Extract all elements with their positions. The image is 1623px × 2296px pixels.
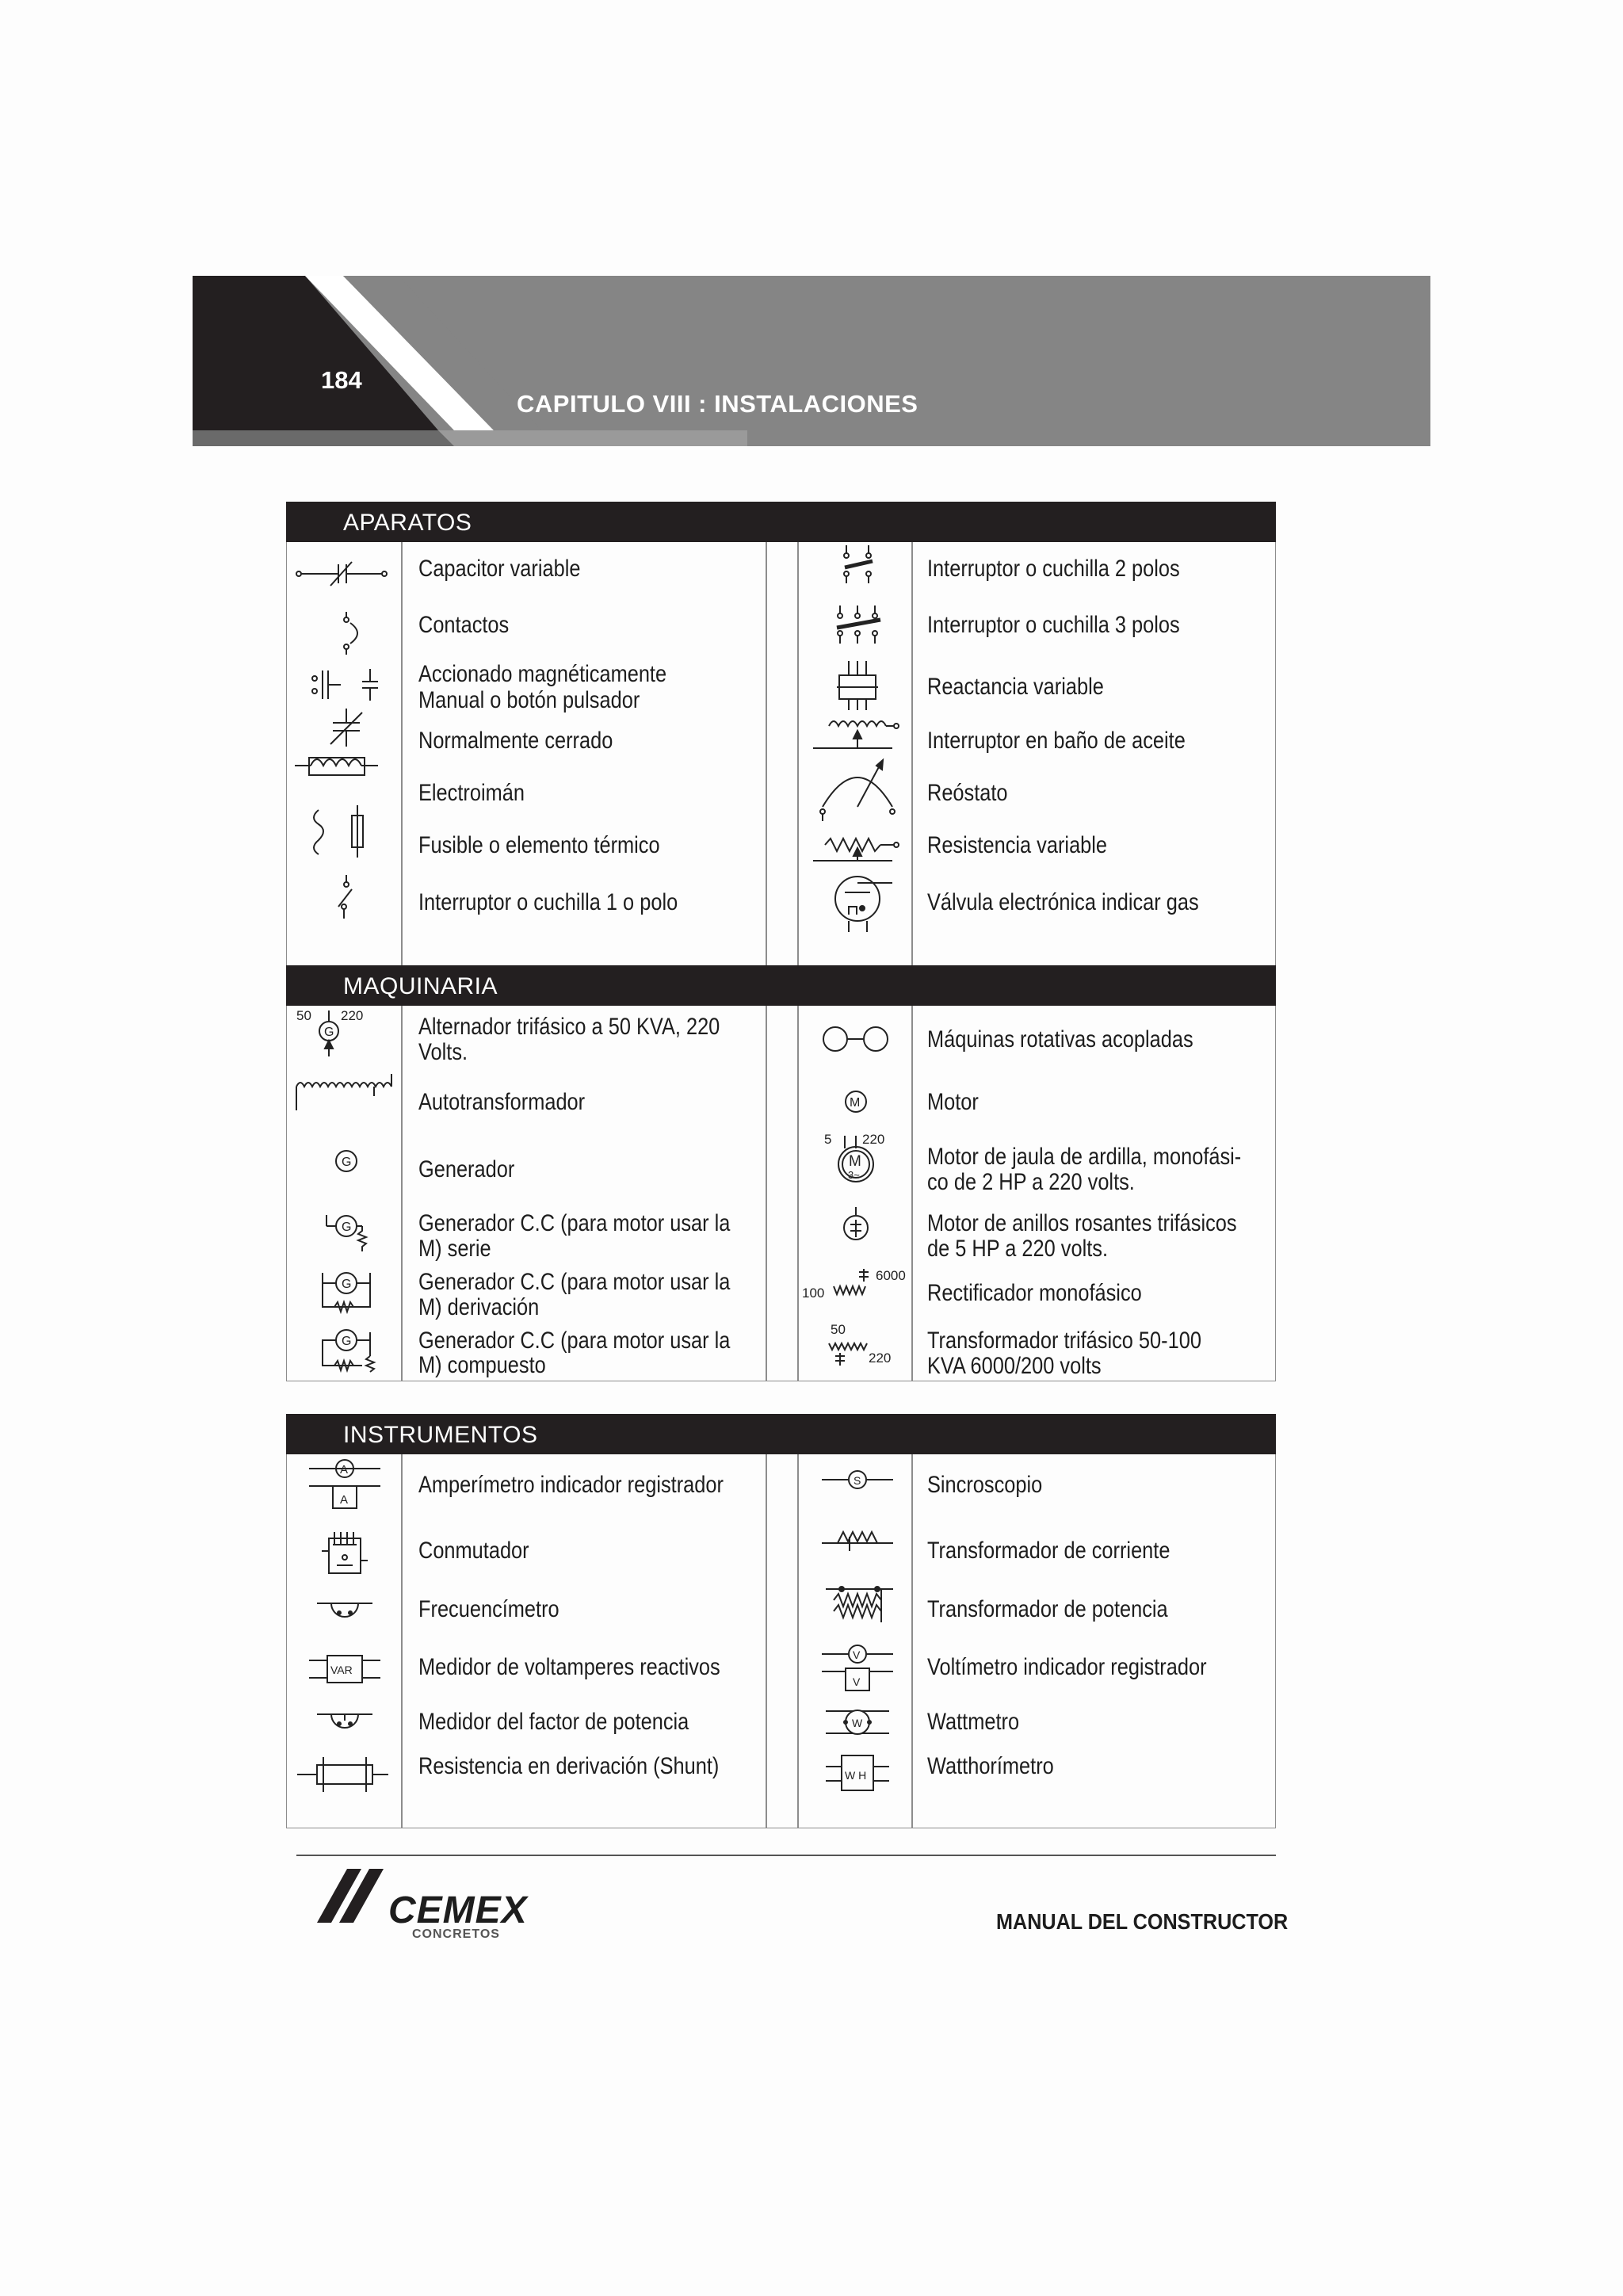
header-tab-graphic	[193, 276, 747, 446]
svg-text:G: G	[342, 1221, 352, 1234]
symbol-label: Resistencia en derivación (Shunt)	[418, 1753, 720, 1779]
magnetic-push-button-icon	[312, 669, 378, 701]
symbol-label: M) derivación	[418, 1294, 540, 1320]
maquinaria-left-symbols	[295, 1007, 398, 1380]
symbol-label: Manual o botón pulsador	[418, 687, 640, 713]
maquinaria-right-symbols	[800, 1007, 910, 1380]
rectifier-icon	[802, 1268, 906, 1301]
symbol-label: Motor de anillos rosantes trifásicos	[927, 1210, 1237, 1236]
symbol-label: Interruptor o cuchilla 2 polos	[927, 556, 1180, 582]
symbol-label: Sincroscopio	[927, 1472, 1043, 1498]
fuse-icon	[314, 805, 363, 858]
symbol-label: Motor de jaula de ardilla, monofási-	[927, 1144, 1242, 1170]
electromagnet-icon	[295, 758, 378, 775]
squirrel-cage-motor-icon	[824, 1132, 884, 1182]
symbol-label: Válvula electrónica indicar gas	[927, 889, 1199, 915]
watthour-meter-icon	[826, 1755, 889, 1790]
symbol-label: Medidor del factor de potencia	[418, 1709, 689, 1735]
variable-capacitor-icon	[296, 562, 387, 586]
oil-switch-icon	[813, 721, 899, 748]
symbol-label: Accionado magnéticamente	[418, 661, 667, 687]
svg-text:S: S	[854, 1474, 861, 1487]
footer-rule	[296, 1855, 1276, 1856]
svg-text:G: G	[342, 1278, 352, 1291]
symbol-label: M) serie	[418, 1236, 491, 1262]
symbol-label: Interruptor en baño de aceite	[927, 728, 1186, 754]
dc-series-generator-icon	[327, 1215, 366, 1251]
symbol-label: Transformador trifásico 50-100	[927, 1328, 1201, 1354]
svg-text:5: 5	[824, 1132, 832, 1147]
current-transformer-icon	[822, 1532, 893, 1551]
symbol-label: Conmutador	[418, 1538, 529, 1564]
svg-text:220: 220	[341, 1008, 364, 1023]
instrumentos-right-symbols	[802, 1456, 908, 1825]
cemex-logo-subtext: CONCRETOS	[412, 1927, 500, 1941]
symbol-label: Interruptor o cuchilla 3 polos	[927, 612, 1180, 638]
svg-text:G: G	[342, 1156, 352, 1169]
page-number: 184	[321, 366, 362, 394]
section-table	[286, 542, 1276, 972]
variable-reactance-icon	[837, 661, 878, 710]
power-factor-meter-icon	[317, 1714, 372, 1728]
chapter-title: CAPITULO VIII : INSTALACIONES	[517, 390, 918, 418]
symbol-label: Frecuencímetro	[418, 1596, 559, 1622]
aparatos-left-symbols	[295, 550, 395, 962]
two-pole-switch-icon	[844, 545, 873, 583]
symbol-label: co de 2 HP a 220 volts.	[927, 1169, 1135, 1195]
svg-text:G: G	[342, 1335, 352, 1348]
symbol-label: Reactancia variable	[927, 674, 1104, 700]
commutator-icon	[322, 1532, 368, 1573]
var-meter-icon	[309, 1656, 380, 1683]
symbol-label: Capacitor variable	[418, 556, 581, 582]
symbol-label: Medidor de voltamperes reactivos	[418, 1654, 720, 1680]
wattmeter-icon	[826, 1710, 889, 1734]
svg-text:VAR: VAR	[330, 1664, 353, 1676]
slip-ring-motor-icon	[844, 1207, 868, 1240]
section-title: MAQUINARIA	[286, 965, 1276, 1006]
symbol-label: Watthorímetro	[927, 1753, 1054, 1779]
section-maquinaria	[286, 965, 1276, 1381]
svg-text:G: G	[324, 1026, 334, 1039]
symbol-label: Transformador de potencia	[927, 1596, 1168, 1622]
symbol-label: Interruptor o cuchilla 1 o polo	[418, 889, 678, 915]
motor-icon	[846, 1091, 866, 1112]
svg-text:A: A	[340, 1493, 349, 1507]
three-phase-transformer-icon	[829, 1322, 891, 1366]
svg-text:M: M	[849, 1153, 861, 1170]
section-instrumentos	[286, 1414, 1276, 1828]
symbol-label: Amperímetro indicador registrador	[418, 1472, 724, 1498]
svg-text:220: 220	[862, 1132, 885, 1147]
symbol-label: Contactos	[418, 612, 510, 638]
svg-text:W: W	[852, 1717, 863, 1729]
dc-compound-generator-icon	[323, 1330, 374, 1372]
frequency-meter-icon	[317, 1603, 372, 1617]
symbol-label: Rectificador monofásico	[927, 1280, 1142, 1306]
section-table	[286, 1454, 1276, 1828]
symbol-label: Normalmente cerrado	[418, 728, 613, 754]
symbol-label: Generador C.C (para motor usar la	[418, 1269, 731, 1295]
synchroscope-icon	[822, 1471, 893, 1488]
gas-tube-icon	[835, 877, 892, 932]
section-aparatos	[286, 502, 1276, 972]
symbol-label: KVA 6000/200 volts	[927, 1353, 1102, 1379]
svg-text:A: A	[340, 1463, 349, 1477]
instrumentos-left-symbols	[293, 1456, 398, 1825]
symbol-label: Alternador trifásico a 50 KVA, 220	[418, 1014, 720, 1040]
autotransformer-icon	[296, 1074, 391, 1110]
rheostat-icon	[820, 760, 895, 821]
svg-text:100: 100	[802, 1286, 825, 1301]
ammeter-icon	[309, 1460, 380, 1508]
symbol-label: Wattmetro	[927, 1709, 1020, 1735]
cemex-logo-mark	[317, 1869, 396, 1924]
svg-text:V: V	[853, 1675, 861, 1688]
symbol-label: Resistencia variable	[927, 832, 1108, 858]
section-title: APARATOS	[286, 502, 1276, 542]
svg-text:50: 50	[831, 1322, 846, 1337]
coupled-machines-icon	[823, 1027, 888, 1051]
manual-title: MANUAL DEL CONSTRUCTOR	[996, 1909, 1289, 1934]
section-table	[286, 1006, 1276, 1381]
symbol-label: Generador	[418, 1156, 515, 1182]
symbol-label: Autotransformador	[418, 1089, 586, 1115]
generator-icon	[336, 1151, 357, 1171]
voltmeter-icon	[822, 1645, 893, 1690]
power-transformer-icon	[826, 1587, 893, 1622]
single-pole-switch-icon	[338, 875, 352, 919]
dc-shunt-generator-icon	[323, 1273, 370, 1312]
svg-text:V: V	[853, 1648, 861, 1661]
svg-text:6000: 6000	[876, 1268, 906, 1283]
symbol-label: Generador C.C (para motor usar la	[418, 1210, 731, 1236]
svg-text:3~: 3~	[848, 1169, 860, 1181]
symbol-label: Fusible o elemento térmico	[418, 832, 660, 858]
aparatos-right-symbols	[805, 542, 908, 962]
variable-resistor-icon	[813, 839, 899, 861]
contacts-icon	[344, 612, 357, 655]
normally-closed-icon	[330, 709, 362, 747]
symbol-label: Reóstato	[927, 780, 1008, 806]
svg-text:W H: W H	[845, 1769, 867, 1782]
symbol-label: de 5 HP a 220 volts.	[927, 1236, 1109, 1262]
symbol-label: Voltímetro indicador registrador	[927, 1654, 1207, 1680]
symbol-label: Motor	[927, 1089, 979, 1115]
svg-text:M: M	[850, 1096, 861, 1110]
three-pole-switch-icon	[837, 606, 880, 644]
symbol-label: Generador C.C (para motor usar la	[418, 1328, 731, 1354]
cemex-logo-text: CEMEX	[388, 1889, 528, 1931]
section-title: INSTRUMENTOS	[286, 1414, 1276, 1454]
symbol-label: M) compuesto	[418, 1352, 546, 1378]
shunt-icon	[297, 1757, 388, 1792]
alternator-icon	[296, 1008, 363, 1056]
svg-text:50: 50	[296, 1008, 311, 1023]
symbol-label: Electroimán	[418, 780, 525, 806]
svg-text:220: 220	[869, 1350, 892, 1366]
symbol-label: Volts.	[418, 1039, 468, 1065]
symbol-label: Transformador de corriente	[927, 1538, 1170, 1564]
symbol-label: Máquinas rotativas acopladas	[927, 1026, 1193, 1052]
